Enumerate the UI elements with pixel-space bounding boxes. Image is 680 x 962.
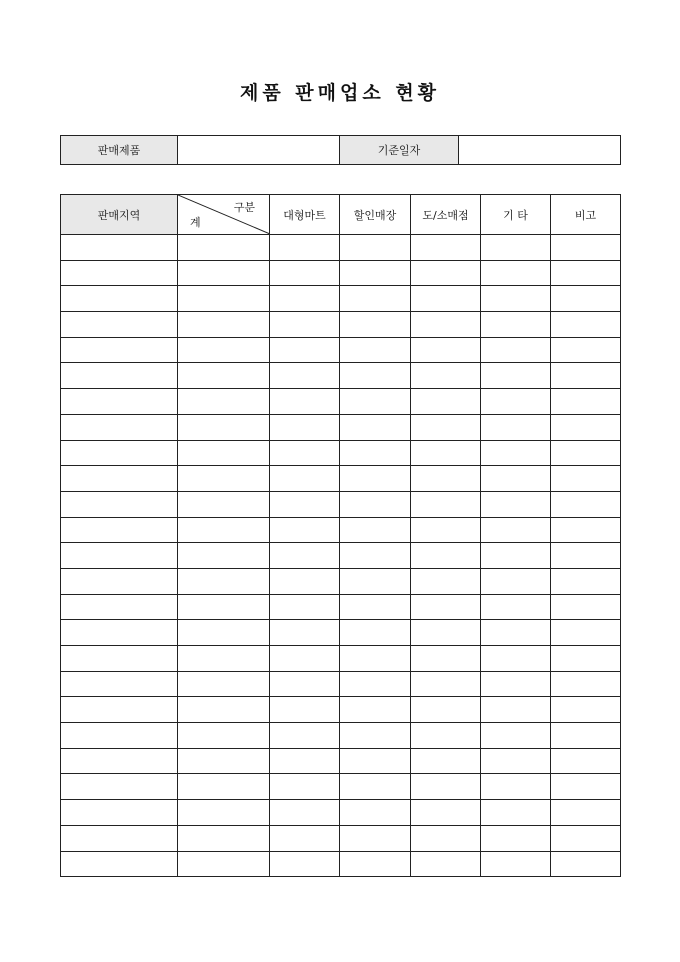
mart-cell[interactable] [270,594,340,620]
table-row [61,594,621,620]
table-row [61,286,621,312]
discount-cell[interactable] [340,440,411,466]
region-cell[interactable] [61,491,178,517]
wholesale-cell[interactable] [411,235,481,261]
discount-cell[interactable] [340,646,411,672]
note-cell[interactable] [551,286,621,312]
other-cell[interactable] [481,800,551,826]
other-cell[interactable] [481,312,551,338]
table-row [61,748,621,774]
header-row [61,195,621,235]
table-row [61,235,621,261]
table-row [61,363,621,389]
wholesale-cell[interactable] [411,312,481,338]
other-cell[interactable] [481,440,551,466]
wholesale-cell[interactable] [411,851,481,877]
discount-cell[interactable] [340,748,411,774]
table-row [61,671,621,697]
discount-cell[interactable] [340,851,411,877]
other-cell[interactable] [481,851,551,877]
discount-cell[interactable] [340,620,411,646]
total-cell[interactable] [178,774,270,800]
note-cell[interactable] [551,312,621,338]
other-cell[interactable] [481,414,551,440]
mart-cell[interactable] [270,491,340,517]
discount-cell[interactable] [340,543,411,569]
total-cell[interactable] [178,748,270,774]
mart-cell[interactable] [270,620,340,646]
total-cell[interactable] [178,414,270,440]
wholesale-cell[interactable] [411,594,481,620]
region-cell[interactable] [61,286,178,312]
info-table [60,135,621,165]
region-cell[interactable] [61,235,178,261]
sales-outlet-table [60,194,621,877]
note-cell[interactable] [551,543,621,569]
discount-cell[interactable] [340,389,411,415]
discount-cell[interactable] [340,466,411,492]
mart-cell[interactable] [270,363,340,389]
other-cell[interactable] [481,774,551,800]
other-cell[interactable] [481,646,551,672]
other-cell[interactable] [481,568,551,594]
region-cell[interactable] [61,440,178,466]
note-cell[interactable] [551,825,621,851]
total-cell[interactable] [178,235,270,261]
note-cell[interactable] [551,235,621,261]
wholesale-cell[interactable] [411,697,481,723]
total-cell[interactable] [178,594,270,620]
region-cell[interactable] [61,671,178,697]
region-cell[interactable] [61,363,178,389]
discount-cell[interactable] [340,337,411,363]
wholesale-cell[interactable] [411,517,481,543]
other-cell[interactable] [481,697,551,723]
table-row [61,517,621,543]
discount-cell[interactable] [340,286,411,312]
discount-cell[interactable] [340,568,411,594]
wholesale-cell[interactable] [411,723,481,749]
wholesale-cell[interactable] [411,800,481,826]
note-cell[interactable] [551,671,621,697]
note-cell[interactable] [551,363,621,389]
table-row [61,260,621,286]
region-cell[interactable] [61,466,178,492]
discount-cell[interactable] [340,800,411,826]
total-cell[interactable] [178,286,270,312]
col-header-mart: 대형마트 [270,195,340,235]
discount-cell[interactable] [340,723,411,749]
table-row [61,414,621,440]
table-row [61,568,621,594]
wholesale-cell[interactable] [411,337,481,363]
wholesale-cell[interactable] [411,260,481,286]
total-cell[interactable] [178,800,270,826]
other-cell[interactable] [481,337,551,363]
col-header-wholesale: 도/소매점 [411,195,481,235]
total-cell[interactable] [178,466,270,492]
table-row [61,312,621,338]
other-cell[interactable] [481,389,551,415]
table-row [61,491,621,517]
mart-cell[interactable] [270,825,340,851]
other-cell[interactable] [481,363,551,389]
mart-cell[interactable] [270,851,340,877]
mart-cell[interactable] [270,389,340,415]
col-header-region: 판매지역 [61,195,178,235]
wholesale-cell[interactable] [411,491,481,517]
product-label: 판매제품 [61,136,178,165]
total-cell[interactable] [178,517,270,543]
wholesale-cell[interactable] [411,748,481,774]
discount-cell[interactable] [340,825,411,851]
table-row [61,440,621,466]
total-cell[interactable] [178,440,270,466]
total-cell[interactable] [178,543,270,569]
region-cell[interactable] [61,851,178,877]
region-cell[interactable] [61,414,178,440]
note-cell[interactable] [551,440,621,466]
mart-cell[interactable] [270,543,340,569]
table-row [61,723,621,749]
note-cell[interactable] [551,568,621,594]
table-row [61,543,621,569]
region-cell[interactable] [61,800,178,826]
note-cell[interactable] [551,466,621,492]
wholesale-cell[interactable] [411,671,481,697]
region-cell[interactable] [61,723,178,749]
total-cell[interactable] [178,568,270,594]
diag-label-total: 계 [190,216,201,229]
discount-cell[interactable] [340,774,411,800]
region-cell[interactable] [61,517,178,543]
mart-cell[interactable] [270,337,340,363]
region-cell[interactable] [61,620,178,646]
mart-cell[interactable] [270,568,340,594]
total-cell[interactable] [178,671,270,697]
mart-cell[interactable] [270,723,340,749]
note-cell[interactable] [551,620,621,646]
product-value-field[interactable] [178,136,340,165]
note-cell[interactable] [551,517,621,543]
table-row [61,646,621,672]
mart-cell[interactable] [270,466,340,492]
wholesale-cell[interactable] [411,543,481,569]
region-cell[interactable] [61,260,178,286]
note-cell[interactable] [551,337,621,363]
table-row [61,774,621,800]
discount-cell[interactable] [340,414,411,440]
note-cell[interactable] [551,260,621,286]
note-cell[interactable] [551,389,621,415]
other-cell[interactable] [481,671,551,697]
col-header-category-total [178,195,270,235]
other-cell[interactable] [481,594,551,620]
table-row [61,825,621,851]
table-row [61,697,621,723]
mart-cell[interactable] [270,774,340,800]
mart-cell[interactable] [270,646,340,672]
total-cell[interactable] [178,646,270,672]
discount-cell[interactable] [340,517,411,543]
other-cell[interactable] [481,517,551,543]
note-cell[interactable] [551,646,621,672]
region-cell[interactable] [61,312,178,338]
discount-cell[interactable] [340,312,411,338]
mart-cell[interactable] [270,414,340,440]
total-cell[interactable] [178,723,270,749]
other-cell[interactable] [481,620,551,646]
wholesale-cell[interactable] [411,389,481,415]
col-header-discount: 할인매장 [340,195,411,235]
mart-cell[interactable] [270,260,340,286]
document-title: 제품 판매업소 현황 [239,82,441,104]
mart-cell[interactable] [270,286,340,312]
region-cell[interactable] [61,697,178,723]
other-cell[interactable] [481,723,551,749]
wholesale-cell[interactable] [411,414,481,440]
discount-cell[interactable] [340,235,411,261]
region-cell[interactable] [61,646,178,672]
table-row [61,466,621,492]
note-cell[interactable] [551,723,621,749]
other-cell[interactable] [481,491,551,517]
mart-cell[interactable] [270,697,340,723]
col-header-note: 비고 [551,195,621,235]
region-cell[interactable] [61,748,178,774]
total-cell[interactable] [178,851,270,877]
date-label: 기준일자 [340,136,459,165]
table-row [61,851,621,877]
total-cell[interactable] [178,389,270,415]
other-cell[interactable] [481,286,551,312]
wholesale-cell[interactable] [411,774,481,800]
wholesale-cell[interactable] [411,286,481,312]
mart-cell[interactable] [270,235,340,261]
mart-cell[interactable] [270,517,340,543]
total-cell[interactable] [178,260,270,286]
discount-cell[interactable] [340,260,411,286]
diag-label-category: 구분 [233,201,255,214]
region-cell[interactable] [61,389,178,415]
note-cell[interactable] [551,491,621,517]
region-cell[interactable] [61,774,178,800]
note-cell[interactable] [551,748,621,774]
mart-cell[interactable] [270,748,340,774]
wholesale-cell[interactable] [411,440,481,466]
note-cell[interactable] [551,697,621,723]
discount-cell[interactable] [340,491,411,517]
wholesale-cell[interactable] [411,363,481,389]
other-cell[interactable] [481,235,551,261]
wholesale-cell[interactable] [411,620,481,646]
note-cell[interactable] [551,800,621,826]
wholesale-cell[interactable] [411,466,481,492]
date-value-field[interactable] [459,136,621,165]
col-header-other: 기 타 [481,195,551,235]
other-cell[interactable] [481,260,551,286]
total-cell[interactable] [178,491,270,517]
discount-cell[interactable] [340,697,411,723]
other-cell[interactable] [481,543,551,569]
table-row [61,800,621,826]
region-cell[interactable] [61,568,178,594]
table-row [61,389,621,415]
region-cell[interactable] [61,594,178,620]
note-cell[interactable] [551,594,621,620]
table-row [61,620,621,646]
total-cell[interactable] [178,620,270,646]
total-cell[interactable] [178,312,270,338]
discount-cell[interactable] [340,363,411,389]
mart-cell[interactable] [270,671,340,697]
mart-cell[interactable] [270,312,340,338]
mart-cell[interactable] [270,440,340,466]
note-cell[interactable] [551,774,621,800]
wholesale-cell[interactable] [411,825,481,851]
region-cell[interactable] [61,337,178,363]
total-cell[interactable] [178,697,270,723]
note-cell[interactable] [551,851,621,877]
mart-cell[interactable] [270,800,340,826]
other-cell[interactable] [481,466,551,492]
table-row [61,337,621,363]
region-cell[interactable] [61,543,178,569]
region-cell[interactable] [61,825,178,851]
discount-cell[interactable] [340,594,411,620]
total-cell[interactable] [178,825,270,851]
wholesale-cell[interactable] [411,646,481,672]
discount-cell[interactable] [340,671,411,697]
wholesale-cell[interactable] [411,568,481,594]
total-cell[interactable] [178,363,270,389]
other-cell[interactable] [481,825,551,851]
total-cell[interactable] [178,337,270,363]
note-cell[interactable] [551,414,621,440]
other-cell[interactable] [481,748,551,774]
